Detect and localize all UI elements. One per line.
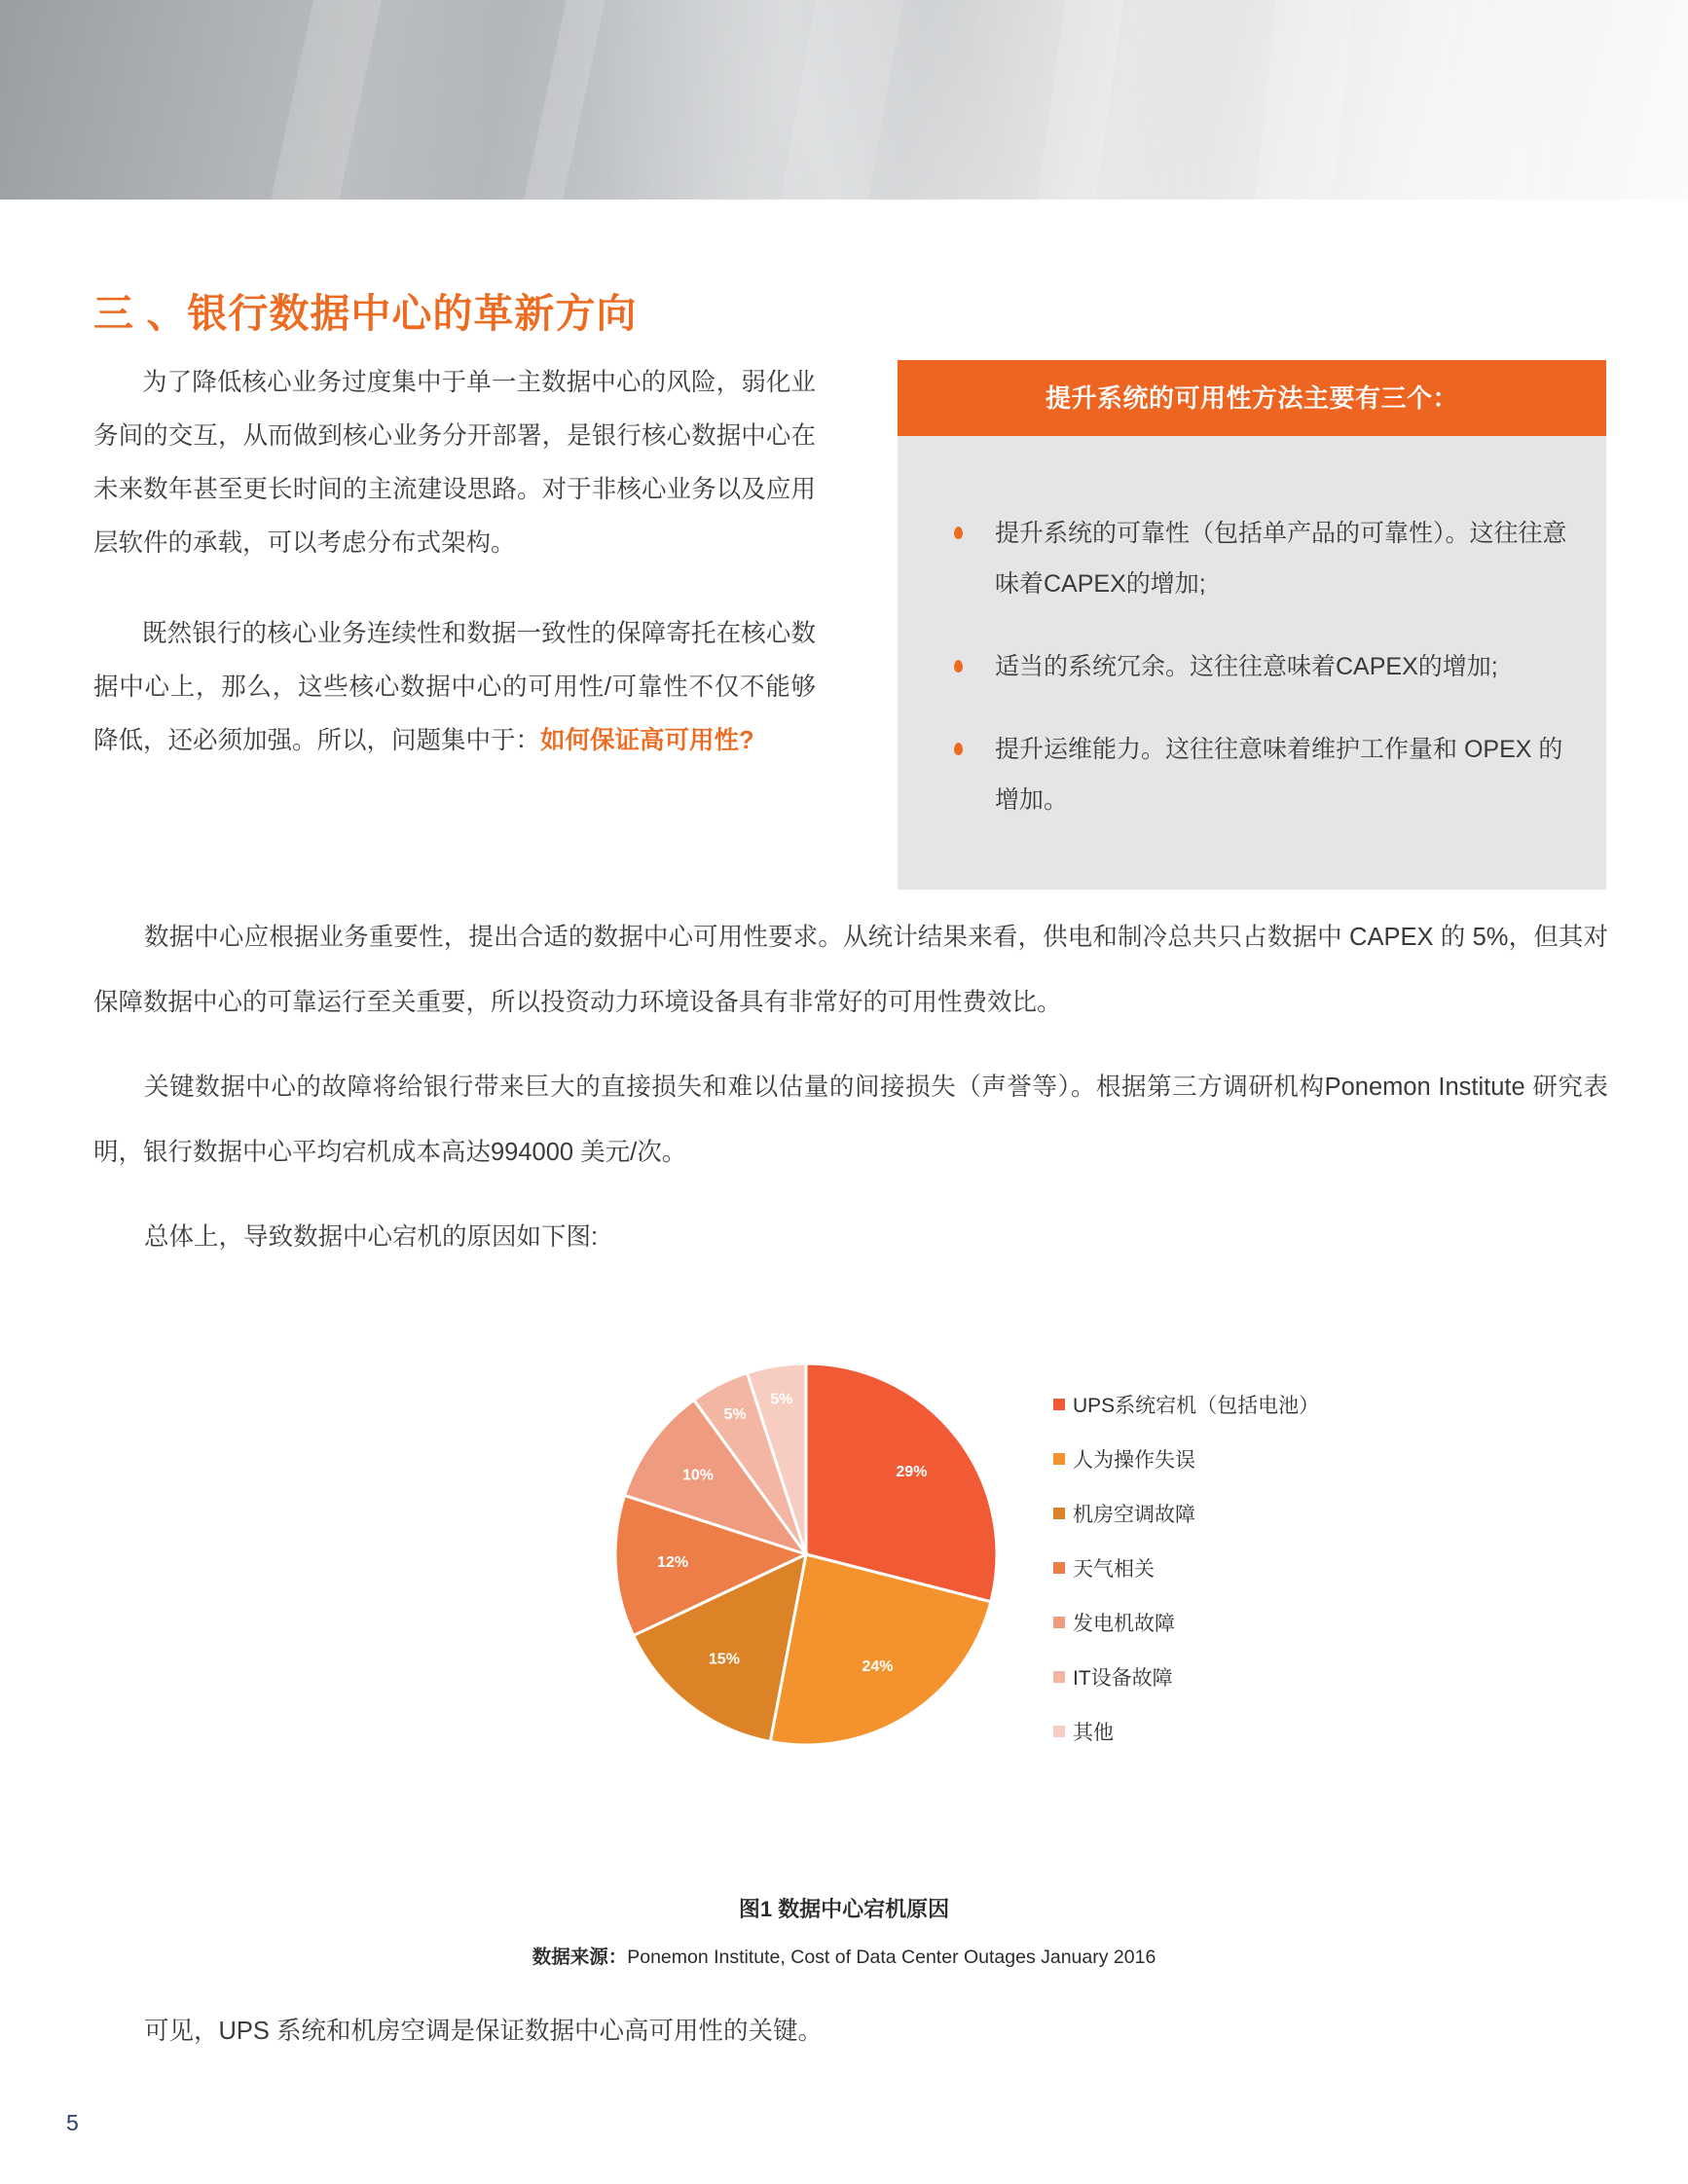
legend-item (1053, 1541, 1375, 1595)
legend-label: 其他 (1073, 1722, 1114, 1744)
legend-label: 天气相关 (1073, 1558, 1155, 1581)
callout-item-label: 适当的系统冗余。这往往意味着CAPEX的增加; (995, 653, 1498, 680)
legend-swatch-icon (1053, 1508, 1065, 1519)
pie-chart (611, 1360, 1001, 1749)
figure-source-text: Ponemon Institute, Cost of Data Center Outages January 2016 (627, 1947, 1156, 1968)
callout-title: 提升系统的可用性方法主要有三个： (898, 360, 1606, 436)
pie-slice-label: 29% (896, 1464, 928, 1481)
left-column (93, 356, 816, 805)
page-header-banner (0, 0, 1688, 200)
figure-caption: 图1 数据中心宕机原因 (738, 1897, 950, 1921)
legend-item (1053, 1704, 1375, 1759)
callout-list-item (936, 641, 1567, 692)
legend-item (1053, 1650, 1375, 1704)
figure-source-label: 数据来源： (532, 1947, 628, 1968)
legend-swatch-icon (1053, 1399, 1065, 1410)
figure-source (0, 1942, 1688, 1969)
closing-paragraph: 可见，UPS 系统和机房空调是保证数据中心高可用性的关键。 (144, 2017, 824, 2045)
legend-swatch-icon (1053, 1726, 1065, 1737)
legend-label: 人为操作失误 (1073, 1449, 1195, 1472)
legend-item (1053, 1486, 1375, 1541)
pie-slice-label: 5% (723, 1406, 747, 1424)
paragraph-2-highlight: 如何保证高可用性? (540, 727, 754, 754)
legend-swatch-icon (1053, 1617, 1065, 1628)
paragraph-2-text: 既然银行的核心业务连续性和数据一致性的保障寄托在核心数据中心上，那么，这些核心数据中心的可用性/可靠性不仅不能够降低，还必须加强。所以，问题集中于： (93, 620, 816, 754)
pie-slice-label: 15% (708, 1651, 740, 1668)
bullet-icon (954, 743, 963, 755)
legend-label: UPS系统宕机（包括电池） (1073, 1395, 1320, 1417)
pie-slice-label: 5% (770, 1391, 793, 1408)
paragraph-5: 总体上，导致数据中心宕机的原因如下图: (144, 1223, 599, 1251)
page-number: 5 (66, 2110, 79, 2135)
pie-slice-label: 10% (681, 1467, 715, 1484)
callout-box (898, 360, 1606, 890)
paragraph-4: 关键数据中心的故障将给银行带来巨大的直接损失和难以估量的间接损失（声誉等）。根据第三方调研机构Ponemon Institute 研究表明，银行数据中心平均宕机成本高达994000 美元/次。 (93, 1074, 1608, 1166)
callout-item-label: 提升系统的可靠性（包括单产品的可靠性）。这往往意味着CAPEX的增加; (995, 520, 1567, 598)
legend-item (1053, 1432, 1375, 1486)
paragraph-2 (93, 607, 816, 768)
callout-list-item (936, 508, 1567, 609)
legend-label: 机房空调故障 (1073, 1504, 1195, 1526)
pie-slice-label: 24% (862, 1658, 894, 1676)
figure-pie-chart (0, 1338, 1688, 1883)
page-title: 三 、银行数据中心的革新方向 (93, 291, 638, 337)
bullet-icon (954, 660, 963, 673)
pie-chart-svg (611, 1360, 1001, 1749)
chart-legend (1053, 1377, 1375, 1759)
pie-slice-label: 12% (657, 1553, 689, 1571)
body-column (93, 905, 1608, 1290)
legend-swatch-icon (1053, 1562, 1065, 1574)
legend-swatch-icon (1053, 1453, 1065, 1465)
callout-body (898, 436, 1606, 890)
callout-item-label: 提升运维能力。这往往意味着维护工作量和 OPEX 的增加。 (995, 736, 1563, 814)
paragraph-3: 数据中心应根据业务重要性，提出合适的数据中心可用性要求。从统计结果来看，供电和制冷总共只占数据中 CAPEX 的 5%，但其对保障数据中心的可靠运行至关重要，所以投资动力环境设备具有非常好的可用性费效比。 (93, 924, 1608, 1016)
legend-label: IT设备故障 (1073, 1667, 1173, 1690)
callout-list-item (936, 724, 1567, 825)
legend-label: 发电机故障 (1073, 1613, 1175, 1635)
bullet-icon (954, 527, 963, 539)
legend-item (1053, 1377, 1375, 1432)
legend-swatch-icon (1053, 1671, 1065, 1683)
paragraph-1: 为了降低核心业务过度集中于单一主数据中心的风险，弱化业务间的交互，从而做到核心业务分开部署，是银行核心数据中心在未来数年甚至更长时间的主流建设思路。对于非核心业务以及应用层软件的承载，可以考虑分布式架构。 (93, 369, 816, 557)
legend-item (1053, 1595, 1375, 1650)
